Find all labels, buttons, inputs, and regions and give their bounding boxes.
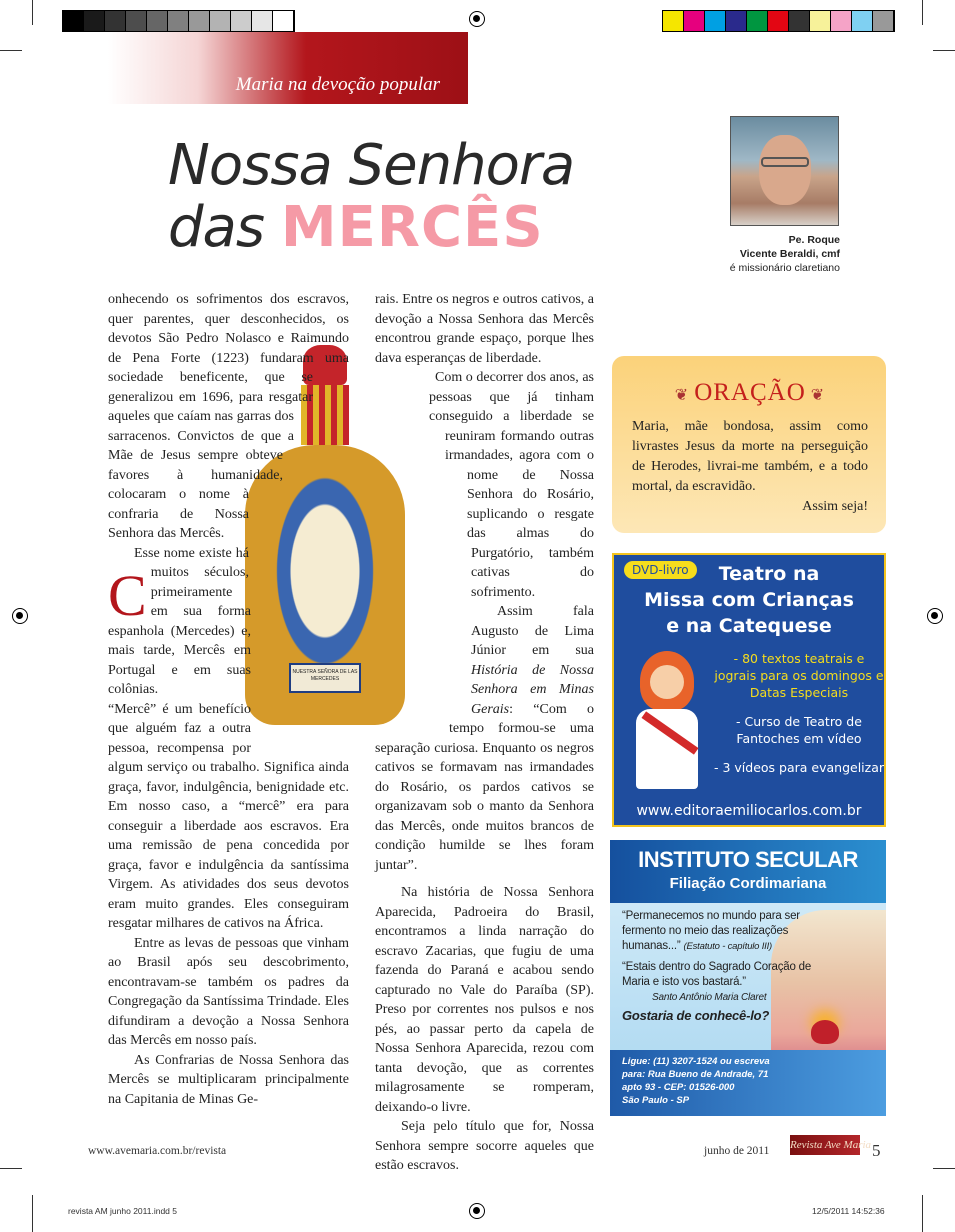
author-caption [640, 233, 840, 275]
paragraph: Na história de Nossa Senhora Aparecida, Padroeira do Brasil, encontramos a linda narração do escravo Zacarias, que fugiu de uma fazenda do Paraná e acabou sendo capturado no Vale do Paraíba (SP). Preso por correntes nos pulsos e nos pés, ao passar perto da capela de Nossa Senhora Aparecida, rezou com tanta devoção, que as correntes milagrosamente se romperam, deixando-o livre. [375, 885, 594, 1115]
color-swatch [663, 11, 684, 31]
contact-line: Ligue: (11) 3207-1524 ou escreva [622, 1056, 770, 1067]
slug-timestamp: 12/5/2011 14:52:36 [812, 1206, 885, 1216]
article-title-line2 [168, 195, 544, 260]
crop-mark [922, 0, 923, 25]
section-label: Maria na devoção popular [235, 74, 440, 95]
footer-date: junho de 2011 [704, 1145, 770, 1157]
contact-line: apto 93 - CEP: 01526-000 [622, 1082, 735, 1093]
ad-header [610, 840, 886, 903]
prayer-box [612, 356, 886, 533]
contact-line: para: Rua Bueno de Andrade, 71 [622, 1069, 769, 1080]
quote-text: “Estais dentro do Sagrado Coração de Maria e isto vos bastará.” [622, 961, 812, 988]
ad-quote [610, 954, 822, 1005]
ad-title: INSTITUTO SECULAR [638, 847, 858, 872]
color-swatch [705, 11, 726, 31]
ad-feature: - 80 textos teatrais e jograis para os domingos e Datas Especiais [714, 651, 884, 700]
color-swatch [84, 11, 105, 31]
color-swatch [273, 11, 294, 31]
registration-mark-icon [469, 11, 485, 27]
paragraph: Esse nome existe há muitos séculos, primeiramente em sua forma espanhola (Mercedes) e, mais tarde, Mercês em Portugal e em suas colônias. [108, 545, 251, 697]
author-photo [730, 116, 839, 226]
author-role: é missionário claretiano [729, 262, 840, 274]
grayscale-color-bar [62, 10, 295, 32]
color-swatch [126, 11, 147, 31]
ad-feature-list [714, 650, 884, 788]
slug-filename: revista AM junho 2011.indd 5 [68, 1206, 177, 1216]
color-swatch [768, 11, 789, 31]
process-color-bar [662, 10, 895, 32]
ad-feature: - 3 vídeos para evangelizar [714, 760, 885, 775]
article-column-1 [108, 290, 349, 1109]
book-title: História de Nossa Senhora em Minas Gerais [471, 662, 594, 717]
ad-title: e na Catequese [666, 615, 832, 637]
dvd-book-ad[interactable] [612, 553, 886, 827]
color-swatch [168, 11, 189, 31]
color-swatch [726, 11, 747, 31]
prayer-text: Maria, mãe bondosa, assim como livrastes Jesus da morte na perseguição de Herodes, livrai-me também, e a todo mortal, da escravidão. [632, 419, 868, 494]
quote-source: (Estatuto - capítulo III) [683, 941, 772, 952]
ad-cta: Gostaria de conhecê-lo? [622, 1008, 770, 1023]
title-emphasis: MERCÊS [280, 195, 544, 260]
quote-source: Santo Antônio Maria Claret [652, 992, 767, 1003]
color-swatch [747, 11, 768, 31]
registration-mark-icon [469, 1203, 485, 1219]
paragraph: As Confrarias de Nossa Senhora das Mercês se multiplicaram principalmente na Capitania de Minas Ge- [108, 1052, 349, 1107]
ad-feature: - Curso de Teatro de Fantoches em vídeo [736, 714, 862, 746]
paragraph: Seja pelo título que for, Nossa Senhora sempre socorre aqueles que estão escravos. [375, 1119, 594, 1173]
crop-mark [922, 1195, 923, 1232]
registration-mark-icon [12, 608, 28, 624]
author-name-2: Vicente Beraldi, cmf [739, 248, 840, 260]
color-swatch [684, 11, 705, 31]
page-number: 5 [872, 1141, 881, 1160]
color-swatch [189, 11, 210, 31]
contact-line: São Paulo - SP [622, 1095, 690, 1106]
prayer-closing: Assim seja! [802, 499, 868, 514]
color-swatch [789, 11, 810, 31]
paragraph-text: onhecendo os sofrimentos dos escravos, quer parentes, quer desconhecidos, os devotos São Pedro Nolasco e Raimundo de Pena Forte (1223) fundaram uma sociedade beneficente, que se generalizou em 1696, para resgatar aqueles que caíam nas garras dos sarracenos. Convictos de que a Mãe de Jesus sempre obteve favores à humanidade, colocaram o nome à confraria de Nossa Senhora das Mercês. [108, 292, 349, 541]
paragraph: Com o decorrer dos anos, as pessoas que já tinham conseguido a liberdade se reuniram formando outras irmandades, agora com o nome de Nossa Senhora do Rosário, suplicando o resgate das almas do Purgatório, também cativas do sofrimento. [429, 370, 594, 600]
crop-mark [32, 1195, 33, 1232]
ad-url-link[interactable]: www.editoraemiliocarlos.com.br [636, 803, 862, 819]
prayer-title-text: ORAÇÃO [694, 379, 806, 406]
color-swatch [231, 11, 252, 31]
color-swatch [852, 11, 873, 31]
crop-mark [933, 50, 955, 51]
crop-mark [0, 50, 22, 51]
color-swatch [252, 11, 273, 31]
cartoon-jesus-illustration [628, 651, 706, 791]
crop-mark [32, 0, 33, 25]
prayer-title: ❦ ORAÇÃO ❦ [674, 379, 826, 406]
color-swatch [831, 11, 852, 31]
registration-mark-icon [927, 608, 943, 624]
paragraph-text: : “Com o tempo formou-se uma separação curiosa. Enquanto os negros cativos se formavam nas irmandades do Rosário, os pardos cativos se organizavam sob o manto da Senhora das Mercês, onde muitos brancos de condição humilde se lhes foram juntar”. [375, 701, 594, 873]
ad-quote [610, 903, 822, 954]
section-banner [108, 32, 468, 104]
author-name: Pe. Roque [788, 234, 840, 246]
ad-title: Missa com Crianças [644, 589, 854, 611]
magazine-logo: Revista Ave Maria [790, 1135, 860, 1155]
article-title-line1: Nossa Senhora [168, 133, 575, 198]
color-swatch [63, 11, 84, 31]
color-swatch [105, 11, 126, 31]
ad-contact [610, 1050, 886, 1116]
color-swatch [873, 11, 894, 31]
paragraph: rais. Entre os negros e outros cativos, a devoção a Nossa Senhora das Mercês encontrou grande espaço, porque lhes dava esperanças de liberdade. [375, 292, 594, 366]
article-column-2 [375, 290, 594, 1176]
ad-title: Teatro na [718, 563, 820, 585]
instituto-secular-ad[interactable] [610, 840, 886, 1116]
dvd-tag: DVD-livro [624, 561, 697, 579]
title-prefix: das [168, 195, 265, 260]
ad-subtitle: Filiação Cordimariana [669, 875, 827, 892]
footer-url: www.avemaria.com.br/revista [88, 1145, 227, 1157]
crop-mark [0, 1168, 22, 1169]
crop-mark [933, 1168, 955, 1169]
color-swatch [810, 11, 831, 31]
paragraph: “Mercê” é um benefício que alguém faz a outra pessoa, recompensa por algum serviço ou trabalho. Significa ainda graça, favor, indulgência, benignidade etc. Em nosso caso, a “mercê” era para conseguir a liberdade aos escravos. Era uma remissão de pena concedida por graça, favor e indulgência da santíssima Virgem. As atividades dos seus devotos eram muito grandes. Eles conseguiram resgatar milhares de cativos na África. [108, 701, 349, 931]
image-plaque: NUESTRA SEÑORA DE LAS MERCEDES [289, 663, 361, 693]
paragraph-text: Assim fala Augusto de Lima Júnior em sua [471, 604, 594, 658]
color-swatch [210, 11, 231, 31]
color-swatch [147, 11, 168, 31]
drop-cap: C [108, 563, 147, 628]
quote-text: “Permanecemos no mundo para ser fermento no meio das realizações humanas...” [622, 910, 800, 952]
paragraph: Entre as levas de pessoas que vinham ao Brasil após seu descobrimento, encontravam-se também os padres da Congregação da Santíssima Trindade. Eles difundiram a devoção a Nossa Senhora das Mercês em nosso país. [108, 935, 349, 1048]
